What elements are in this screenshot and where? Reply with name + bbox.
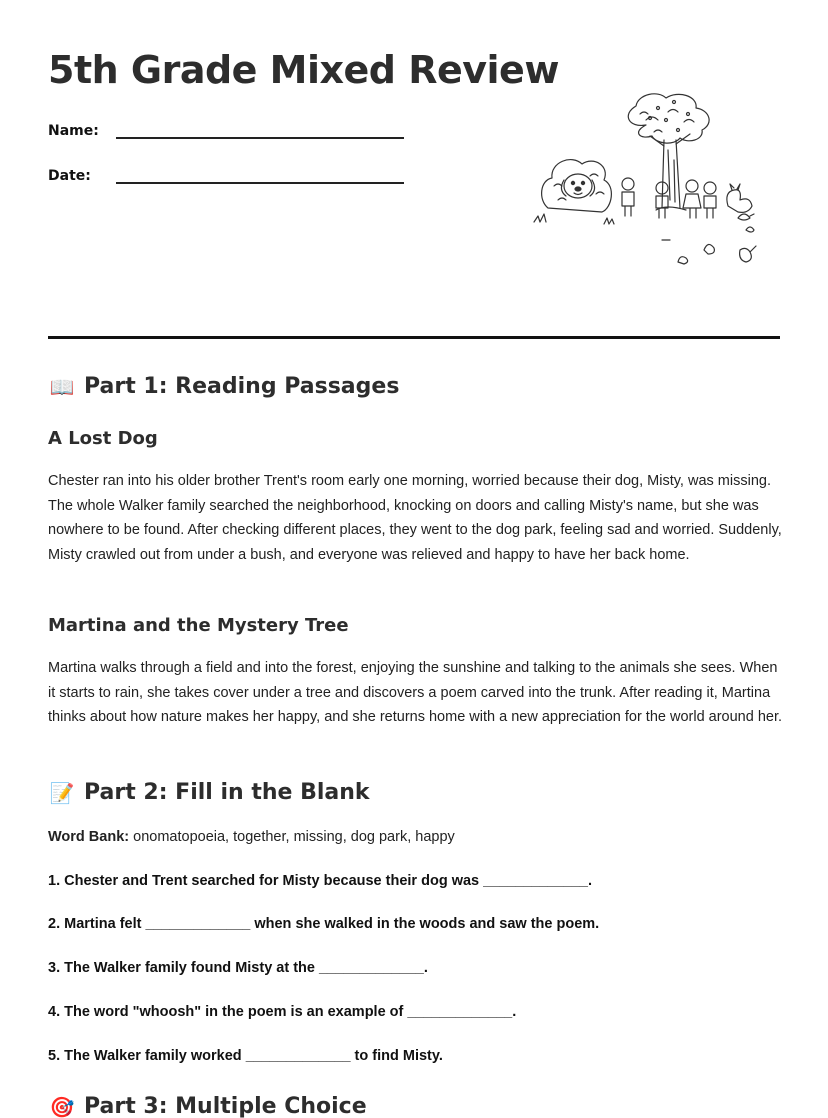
name-field-row: [48, 117, 404, 139]
passage-1-text: Chester ran into his older brother Trent's room early one morning, worried because their dog, Misty, was missing. The whole Walker family searched the neighborhood, knocking on doors and calling Misty's name, but she was nowhere to be found. After checking different places, they went to the dog park, feeling sad and worried. Suddenly, Misty crawled out from under a bush, and everyone was relieved and happy to have her back home.: [48, 473, 782, 563]
passage-1-title: A Lost Dog: [48, 428, 158, 449]
date-blank-line[interactable]: [116, 162, 404, 184]
passage-2-text: Martina walks through a field and into the forest, enjoying the sunshine and talking to the animals she sees. When it starts to rain, she takes cover under a tree and discovers a poem carved into the trunk. After reading it, Martina thinks about how nature makes her happy, and she returns home with a new appreciation for the world around her.: [48, 660, 783, 725]
section-divider: [48, 336, 780, 339]
date-field-row: [48, 162, 404, 184]
fill-blank-question: 4. The word "whoosh" in the poem is an example of _____________.: [48, 1004, 517, 1020]
page-title: 5th Grade Mixed Review: [48, 48, 559, 92]
part1-heading-text: Part 1: Reading Passages: [84, 374, 400, 399]
fill-blank-question: 5. The Walker family worked _____________ to find Misty.: [48, 1048, 443, 1064]
part2-heading-text: Part 2: Fill in the Blank: [84, 780, 370, 805]
part3-heading-text: Part 3: Multiple Choice: [84, 1094, 367, 1118]
target-dart-icon: 🎯: [49, 1094, 75, 1118]
part2-heading: [48, 780, 370, 805]
fill-blank-question: 3. The Walker family found Misty at the _____________.: [48, 960, 428, 976]
word-bank-label: Word Bank:: [48, 829, 130, 845]
memo-pencil-icon: 📝: [49, 780, 75, 805]
part3-heading: [48, 1094, 367, 1118]
date-label: Date:: [48, 168, 91, 184]
passage-2-title: Martina and the Mystery Tree: [48, 615, 349, 636]
word-bank: [48, 829, 455, 845]
part1-heading: [48, 374, 399, 399]
name-blank-line[interactable]: [116, 117, 404, 139]
name-label: Name:: [48, 123, 99, 139]
open-book-icon: 📖: [49, 374, 75, 399]
fill-blank-question: 1. Chester and Trent searched for Misty because their dog was _____________.: [48, 873, 592, 889]
word-bank-words: onomatopoeia, together, missing, dog park, happy: [133, 829, 455, 845]
fill-blank-question: 2. Martina felt _____________ when she walked in the woods and saw the poem.: [48, 916, 600, 932]
tree-dog-children-animals-illustration: [528, 90, 768, 272]
